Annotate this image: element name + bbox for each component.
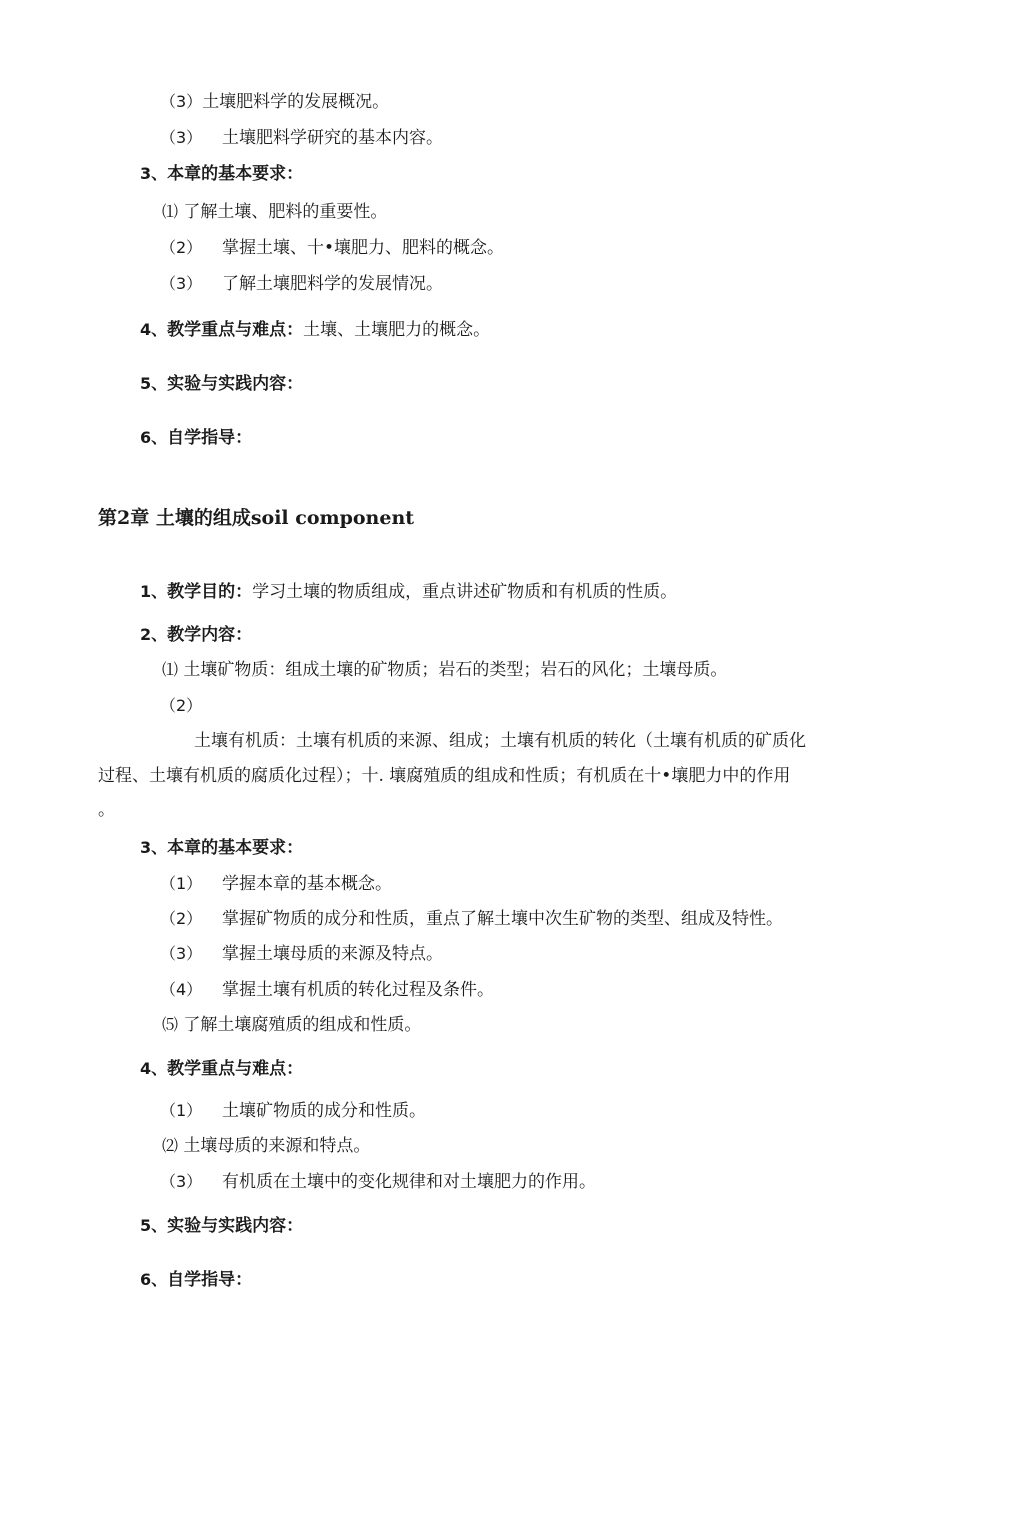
item-3b: （3） 土壤肥料学研究的基本内容。 [160, 128, 443, 148]
ch2-req-3: （3） 掌握土壤母质的来源及特点。 [160, 944, 443, 964]
content-item-2-line2: 过程、土壤有机质的腐质化过程）；十. 壤腐殖质的组成和性质；有机质在十•壤肥力中的作用 [98, 766, 791, 786]
section-focus-2: 4、教学重点与难点： [140, 1059, 304, 1079]
ch2-focus-3: （3） 有机质在土壤中的变化规律和对土壤肥力的作用。 [160, 1172, 596, 1192]
ch2-req-1: （1） 学握本章的基本概念。 [160, 874, 392, 894]
item-3a: （3）土壤肥料学的发展概况。 [160, 92, 390, 112]
req-item-3: （3） 了解土壤肥料学的发展情况。 [160, 274, 443, 294]
section-selfstudy-2: 6、自学指导： [140, 1270, 253, 1290]
section-focus: 4、教学重点与难点：土壤、土壤肥力的概念。 [140, 320, 491, 340]
ch2-focus-2: ⑵ 土壤母质的来源和特点。 [162, 1136, 371, 1156]
section-selfstudy: 6、自学指导： [140, 428, 253, 448]
content-item-2-line1: 土壤有机质：土壤有机质的来源、组成；土壤有机质的转化（土壤有机质的矿质化 [194, 731, 806, 751]
req-item-1: ⑴ 了解土壤、肥料的重要性。 [162, 202, 388, 222]
ch2-focus-1: （1） 土壤矿物质的成分和性质。 [160, 1101, 426, 1121]
ch2-req-5: ⑸ 了解土壤腐殖质的组成和性质。 [162, 1015, 422, 1035]
section-experiment-2: 5、实验与实践内容： [140, 1216, 304, 1236]
content-item-2-num: （2） [160, 696, 203, 715]
section-requirements-2: 3、本章的基本要求： [140, 838, 304, 858]
ch2-req-2: （2） 掌握矿物质的成分和性质，重点了解土壤中次生矿物的类型、组成及特性。 [160, 909, 783, 929]
chapter-title: 第2章 土壤的组成soil component [98, 507, 415, 529]
section-experiment: 5、实验与实践内容： [140, 374, 304, 394]
section-requirements: 3、本章的基本要求： [140, 164, 304, 184]
section-content: 2、教学内容： [140, 625, 253, 645]
content-item-1: ⑴ 土壤矿物质：组成土壤的矿物质；岩石的类型；岩石的风化；土壤母质。 [162, 660, 728, 680]
content-item-2-line3: 。 [98, 800, 115, 820]
ch2-req-4: （4） 掌握土壤有机质的转化过程及条件。 [160, 980, 494, 1000]
req-item-2: （2） 掌握土壤、十•壤肥力、肥料的概念。 [160, 238, 505, 258]
section-objective: 1、教学目的：学习土壤的物质组成，重点讲述矿物质和有机质的性质。 [140, 582, 678, 602]
